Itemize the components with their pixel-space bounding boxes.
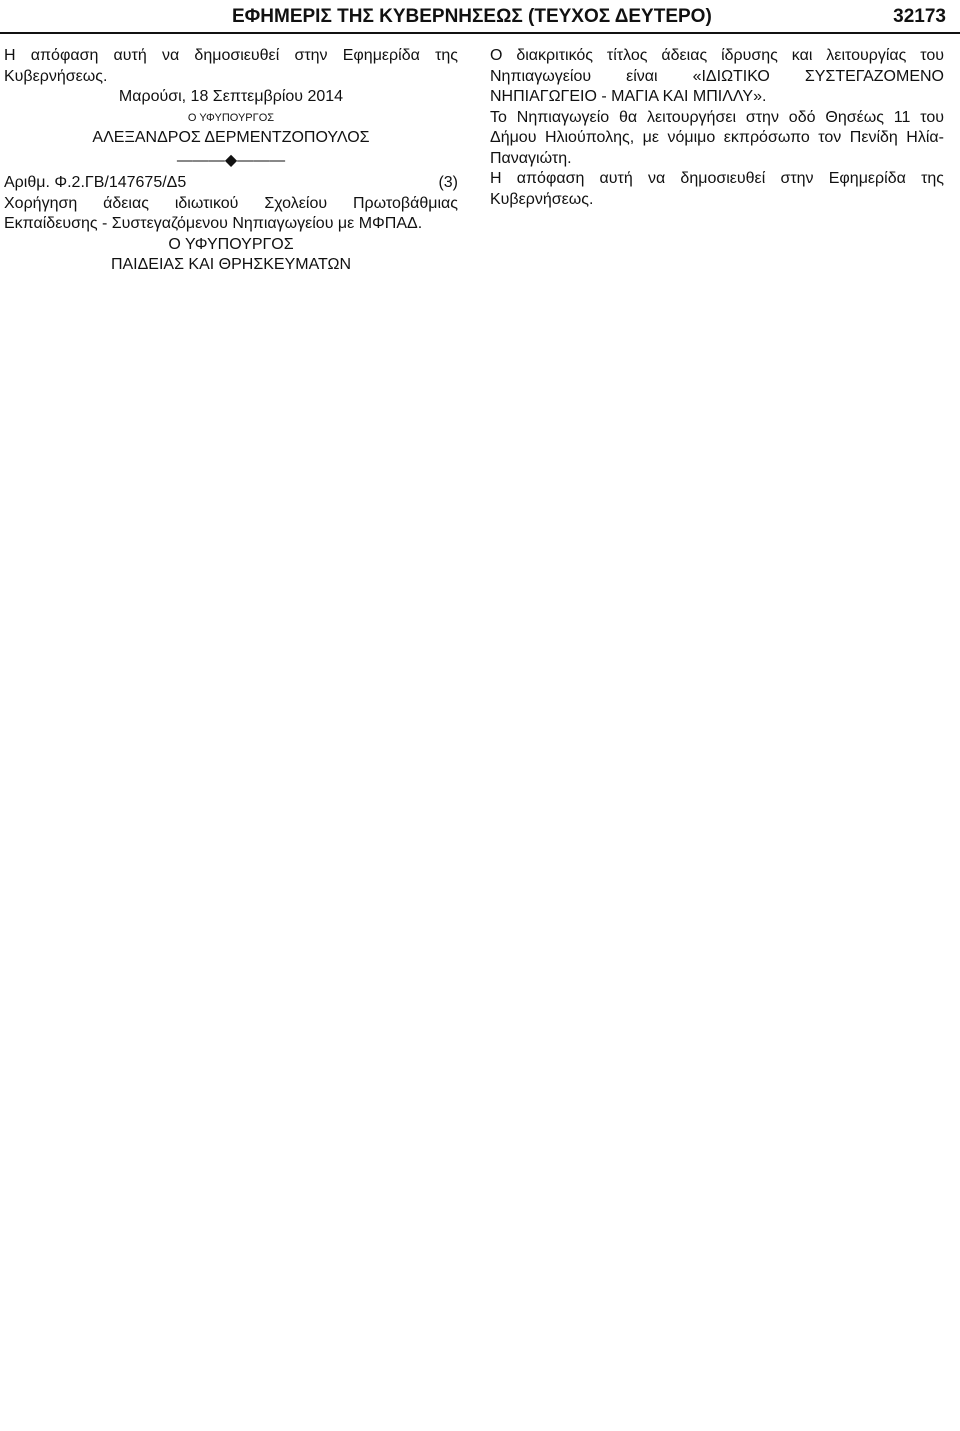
decision-index: (3) [438,174,458,191]
left-column [4,46,458,276]
divider: ———◆——— [176,151,286,169]
page-number: 32173 [893,6,946,27]
decision-subject: Χορήγηση άδειας ιδιωτικού Σχολείου Πρωτοβάθμιας Εκπαίδευσης - Συστεγαζόμενου Νηπιαγωγείου με ΜΦΠΑΔ. [4,194,458,232]
decision-number: Αριθμ. Φ.2.ΓΒ/147675/Δ5 [4,174,187,191]
authority-ministry: ΠΑΙΔΕΙΑΣ ΚΑΙ ΘΡΗΣΚΕΥΜΑΤΩΝ [110,256,352,273]
closing-paragraph: Η απόφαση αυτή να δημοσιευθεί στην Εφημερίδα της Κυβερνήσεως. [4,47,458,85]
signer-name: ΑΛΕΞΑΝΔΡΟΣ ΔΕΡΜΕΝΤΖΟΠΟΥΛΟΣ [92,129,370,146]
closing-paragraph: Η απόφαση αυτή να δημοσιευθεί στην Εφημερίδα της Κυβερνήσεως. [490,170,944,208]
title-paragraph: Ο διακριτικός τίτλος άδειας ίδρυσης και λειτουργίας του Νηπιαγωγείου είναι «ΙΔΙΩΤΙΚΟ ΣΥΣΤΕΓΑΖΟΜΕΝΟ ΝΗΠΙΑΓΩΓΕΙΟ - ΜΑΓΙΑ ΚΑΙ ΜΠΙΛΛΥ». [490,47,944,105]
gazette-title: ΕΦΗΜΕΡΙΣ ΤΗΣ ΚΥΒΕΡΝΗΣΕΩΣ (ΤΕΥΧΟΣ ΔΕΥΤΕΡΟ) [232,6,712,27]
signing-date: Μαρούσι, 18 Σεπτεμβρίου 2014 [118,88,344,105]
signer-role: Ο ΥΦΥΠΟΥΡΓΟΣ [187,111,275,124]
location-paragraph: Το Νηπιαγωγείο θα λειτουργήσει στην οδό Θησέως 11 του Δήμου Ηλιούπολης, με νόμιμο εκπρόσωπο τον Πενίδη Ηλία- Παναγιώτη. [490,108,944,167]
decision-number-row [4,173,458,194]
page-header [0,0,960,34]
authority-title: Ο ΥΦΥΠΟΥΡΓΟΣ [168,235,294,253]
right-column [490,46,944,210]
